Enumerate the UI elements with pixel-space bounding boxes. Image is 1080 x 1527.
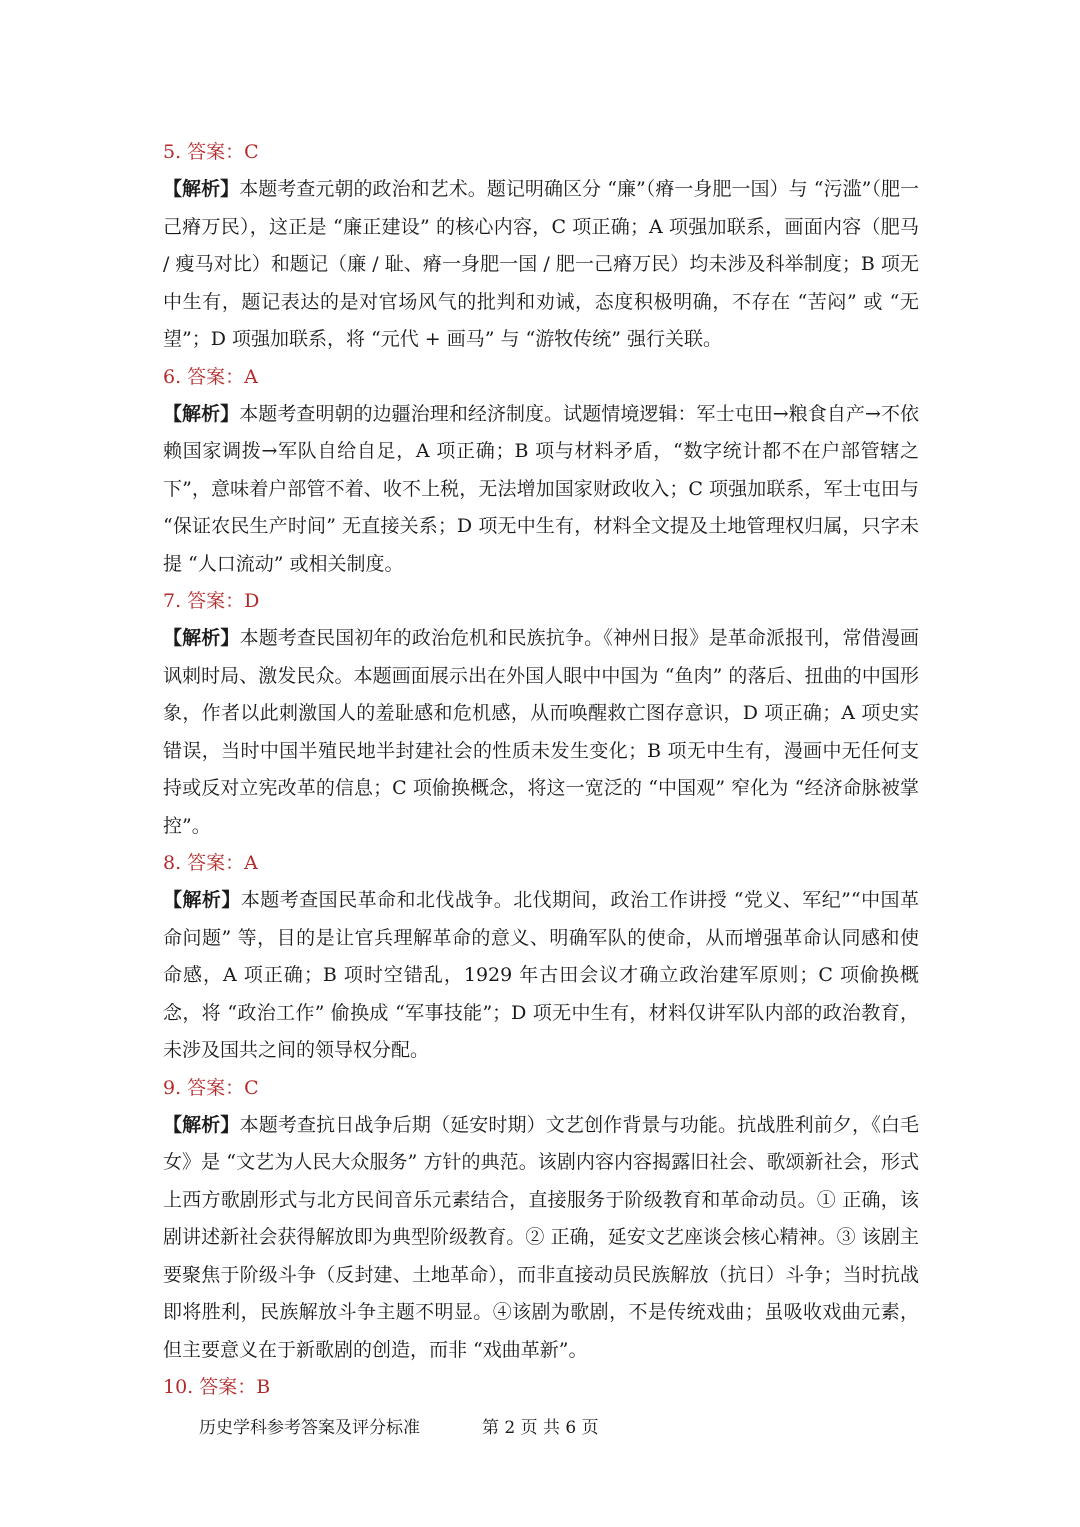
answer-8-analysis [163, 882, 919, 1070]
analysis-text: 本题考查民国初年的政治危机和民族抗争。《神州日报》是革命派报刊，常借漫画讽刺时局、激发民众。本题画面展示出在外国人眼中中国为 “鱼肉” 的落后、扭曲的中国形象，作者以此刺激国人的羞耻感和危机感，从而唤醒救亡图存意识，D 项正确；A 项史实错误，当时中国半殖民地半封建社会的性质未发生变化；B 项无中生有，漫画中无任何支持或反对立宪改革的信息；C 项偷换概念，将这一宽泛的 “中国观” 窄化为 “经济命脉被掌控”。 [163, 627, 919, 837]
answer-key-content [163, 134, 919, 1406]
answer-9-analysis [163, 1107, 919, 1370]
answer-5-heading: 5. 答案：C [163, 141, 259, 163]
analysis-text: 本题考查抗日战争后期（延安时期）文艺创作背景与功能。抗战胜利前夕，《白毛女》是 “文艺为人民大众服务” 方针的典范。该剧内容内容揭露旧社会、歌颂新社会，形式上西方歌剧形式与北方民间音乐元素结合，直接服务于阶级教育和革命动员。① 正确，该剧讲述新社会获得解放即为典型阶级教育。② 正确，延安文艺座谈会核心精神。③ 该剧主要聚焦于阶级斗争（反封建、土地革命），而非直接动员民族解放（抗日）斗争；当时抗战即将胜利，民族解放斗争主题不明显。④该剧为歌剧，不是传统戏曲；虽吸收戏曲元素，但主要意义在于新歌剧的创造，而非 “戏曲革新”。 [163, 1113, 919, 1361]
answer-6-heading: 6. 答案：A [163, 365, 258, 388]
answer-5-analysis [163, 171, 919, 359]
analysis-tag: 【解析】 [163, 889, 241, 911]
page-footer [0, 1413, 1080, 1443]
analysis-text: 本题考查明朝的边疆治理和经济制度。试题情境逻辑：军士屯田→粮食自产→不依赖国家调拨→军队自给自足，A 项正确；B 项与材料矛盾，“数字统计都不在户部管辖之下”，意味着户部管不着、收不上税，无法增加国家财政收入；C 项强加联系，军士屯田与 “保证农民生产时间” 无直接关系；D 项无中生有，材料全文提及土地管理权归属，只字未提 “人口流动” 或相关制度。 [163, 402, 919, 575]
answer-7-analysis [163, 620, 919, 845]
analysis-tag: 【解析】 [163, 1113, 240, 1136]
answer-9-heading: 9. 答案：C [163, 1076, 259, 1099]
analysis-text: 本题考查国民革命和北伐战争。北伐期间，政治工作讲授 “党义、军纪”“中国革命问题” 等，目的是让官兵理解革命的意义、明确军队的使命，从而增强革命认同感和使命感，A 项正确；B 项时空错乱，1929 年古田会议才确立政治建军原则；C 项偷换概念，将 “政治工作” 偷换成 “军事技能”；D 项无中生有，材料仅讲军队内部的政治教育，未涉及国共之间的领导权分配。 [163, 889, 919, 1061]
footer-subject: 历史学科参考答案及评分标准 [199, 1418, 420, 1438]
analysis-tag: 【解析】 [163, 627, 240, 649]
answer-10-heading: 10. 答案：B [163, 1376, 271, 1398]
analysis-tag: 【解析】 [163, 402, 240, 425]
answer-6-analysis [163, 396, 919, 584]
answer-8-heading: 8. 答案：A [163, 852, 258, 874]
analysis-tag: 【解析】 [163, 178, 240, 200]
analysis-text: 本题考查元朝的政治和艺术。题记明确区分 “廉”（瘠一身肥一国）与 “污滥”（肥一己瘠万民），这正是 “廉正建设” 的核心内容，C 项正确；A 项强加联系，画面内容（肥马 / 瘦马对比）和题记（廉 / 耻、瘠一身肥一国 / 肥一己瘠万民）均未涉及科举制度；B 项无中生有，题记表达的是对官场风气的批判和劝诫，态度积极明确，不存在 “苦闷” 或 “无望”；D 项强加联系，将 “元代 + 画马” 与 “游牧传统” 强行关联。 [163, 178, 919, 350]
footer-page-number: 第 2 页 共 6 页 [482, 1418, 599, 1438]
answer-7-heading: 7. 答案：D [163, 590, 260, 612]
